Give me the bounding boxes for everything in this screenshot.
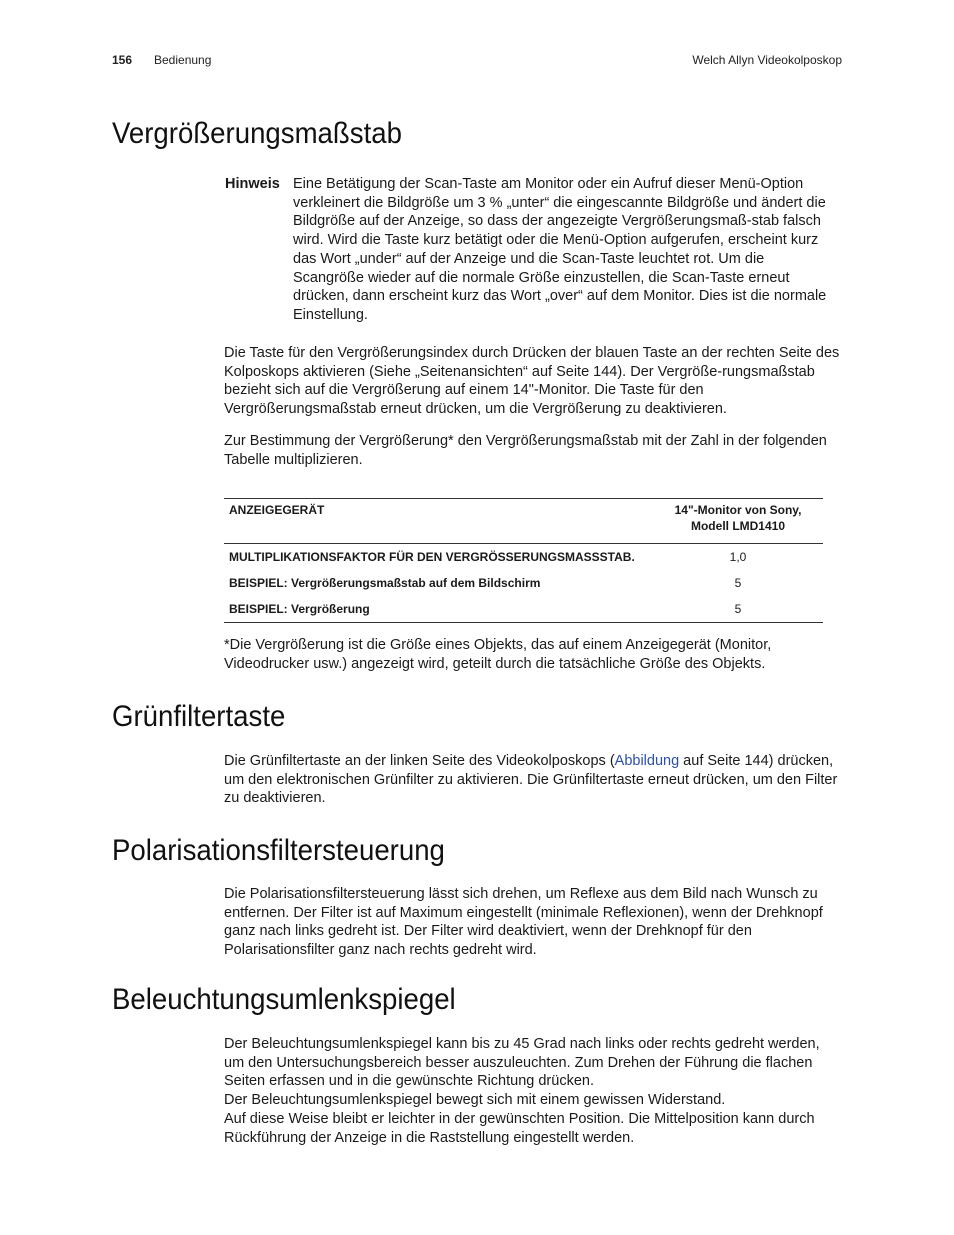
paragraph-mirror-line3: Auf diese Weise bleibt er leichter in der gewünschten Position. Die Mittelposition kann durch Rückführung der Anzeige in die Raststellung eingestellt werden.: [224, 1110, 815, 1146]
table-header-device: ANZEIGEGERÄT: [229, 503, 325, 517]
link-abbildung[interactable]: Abbildung: [614, 753, 680, 769]
section-title-vergroesserungsmassstab: Vergrößerungsmaßstab: [112, 117, 402, 150]
table-cell-label: MULTIPLIKATIONSFAKTOR FÜR DEN VERGRÖSSERUNGSMASSSTAB.: [229, 550, 635, 564]
paragraph-magnification-index: Die Taste für den Vergrößerungsindex durch Drücken der blauen Taste an der rechten Seite des Kolposkops aktivieren (Siehe „Seitenansichten“ auf Seite 144). Der Vergröße-rungsmaßstab bezieht sich auf die Vergrößerung auf einem 14"-Monitor. Die Taste für den Vergrößerungsmaßstab erneut drücken, um die Vergrößerung zu deaktivieren.: [224, 345, 840, 418]
paragraph-magnification-calc: Zur Bestimmung der Vergrößerung* den Vergrößerungsmaßstab mit der Zahl in der folgenden Tabelle multiplizieren.: [224, 433, 827, 468]
table-row: [224, 570, 823, 596]
paragraph-mirror-line1: Der Beleuchtungsumlenkspiegel kann bis zu 45 Grad nach links oder rechts gedreht werden, um den Untersuchungsbereich besser auszuleuchten. Zum Drehen der Führung die flachen Seiten erfassen und in die gewünschte Richtung drücken.: [224, 1036, 820, 1090]
section-title-beleuchtungsumlenkspiegel: Beleuchtungsumlenkspiegel: [112, 983, 456, 1016]
page-number: 156: [112, 53, 133, 67]
section-title-gruenfiltertaste: Grünfiltertaste: [112, 700, 286, 733]
paragraph-green-filter: Die Grünfiltertaste an der linken Seite des Videokolposkops (Abbildung auf Seite 144) drücken, um den elektronischen Grünfilter zu aktivieren. Die Grünfiltertaste erneut drücken, um den Filter zu deaktivieren.: [224, 753, 838, 807]
table-cell-value: 5: [734, 576, 742, 590]
table-row: [224, 596, 823, 623]
table-header-row: [224, 499, 823, 544]
table-header-monitor: 14"-Monitor von Sony, Modell LMD1410: [674, 503, 802, 533]
paragraph-mirror-line2: Der Beleuchtungsumlenkspiegel bewegt sich mit einem gewissen Widerstand.: [224, 1092, 726, 1109]
table-row: [224, 544, 823, 571]
section-title-polarisationsfilter: Polarisationsfiltersteuerung: [112, 834, 445, 867]
paragraph-mirror: [224, 1035, 840, 1147]
footnote: *Die Vergrößerung ist die Größe eines Objekts, das auf einem Anzeigegerät (Monitor, Videodrucker usw.) angezeigt wird, geteilt durch die tatsächliche Größe des Objekts.: [224, 637, 772, 672]
table-cell-label: BEISPIEL: Vergrößerungsmaßstab auf dem Bildschirm: [229, 576, 541, 590]
paragraph-polarisation-filter: Die Polarisationsfiltersteuerung lässt sich drehen, um Reflexe aus dem Bild nach Wunsch zu entfernen. Der Filter ist auf Maximum eingestellt (minimale Reflexionen), wenn der Drehknopf ganz nach links gedreht ist. Der Filter wird deaktiviert, wenn der Drehknopf für den Polarisationsfilter ganz nach rechts gedreht wird.: [224, 886, 823, 959]
note-text: Eine Betätigung der Scan-Taste am Monitor oder ein Aufruf dieser Menü-Option verkleinert die Bildgröße um 3 % „unter“ die eingescannte Bildgröße und ändert die Bildgröße auf der Anzeige, so dass der angezeigte Vergrößerungsmaß-stab falsch wird. Wird die Taste kurz betätigt oder die Menü-Option aufgerufen, erscheint kurz das Wort „under“ auf der Anzeige und die Scan-Taste leuchtet rot. Um die Scangröße wieder auf die normale Größe einzustellen, die Scan-Taste erneut drücken, dann erscheint kurz das Wort „over“ auf dem Monitor. Dies ist die normale Einstellung.: [293, 176, 827, 323]
table-cell-value: 5: [734, 602, 742, 616]
table-cell-label: BEISPIEL: Vergrößerung: [229, 602, 370, 616]
product-name: Welch Allyn Videokolposkop: [692, 53, 842, 67]
note-label: Hinweis: [225, 176, 280, 192]
magnification-table: [224, 498, 823, 623]
chapter-title: Bedienung: [154, 53, 212, 67]
table-cell-value: 1,0: [729, 550, 747, 564]
